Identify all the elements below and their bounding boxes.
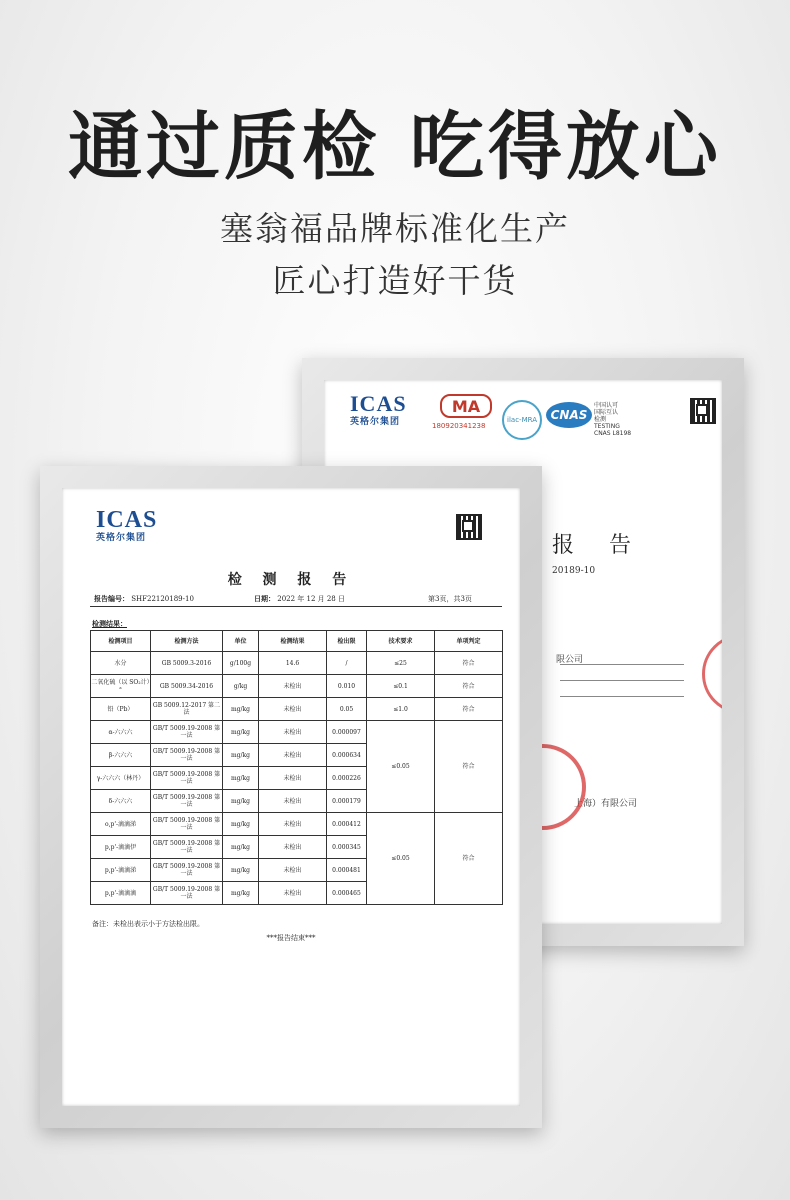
cell-method: GB/T 5009.19-2008 第一法 [151, 836, 223, 859]
icas-logo [96, 507, 158, 543]
cell-result: 未检出 [259, 675, 327, 698]
cell-method: GB/T 5009.19-2008 第一法 [151, 859, 223, 882]
report-date-value: 2022 年 12 月 28 日 [277, 595, 345, 603]
column-header: 单位 [223, 631, 259, 652]
cell-result: 未检出 [259, 813, 327, 836]
cnas-line: 中国认可 [594, 402, 619, 409]
table-header-row [91, 631, 503, 652]
page-info: 第3页，共3页 [428, 595, 472, 603]
report-number-value: SHF22120189-10 [131, 595, 194, 603]
logo-text: ICAS [350, 391, 407, 416]
cma-mark: MA [440, 394, 492, 418]
cell-item: o,p'-滴滴涕 [91, 813, 151, 836]
divider [560, 696, 684, 697]
back-company-1: 限公司 [556, 655, 584, 665]
front-report-frame [40, 466, 542, 1128]
back-report-number: 20189-10 [552, 566, 596, 576]
cell-unit: mg/kg [223, 721, 259, 744]
cell-result: 未检出 [259, 744, 327, 767]
cell-method: GB/T 5009.19-2008 第一法 [151, 721, 223, 744]
cell-unit: mg/kg [223, 790, 259, 813]
divider [560, 664, 684, 665]
cell-unit: mg/kg [223, 744, 259, 767]
cell-method: GB/T 5009.19-2008 第一法 [151, 744, 223, 767]
cell-method: GB/T 5009.19-2008 第一法 [151, 882, 223, 905]
cell-unit: mg/kg [223, 859, 259, 882]
cell-limit: 0.000412 [327, 813, 367, 836]
report-number-label: 报告编号： [94, 594, 129, 603]
cell-unit: mg/kg [223, 882, 259, 905]
cell-limit: 0.000481 [327, 859, 367, 882]
divider [560, 680, 684, 681]
cnas-line: 检测 [594, 416, 607, 423]
cell-limit: 0.05 [327, 698, 367, 721]
cell-limit: 0.000345 [327, 836, 367, 859]
cell-requirement: ≤0.1 [367, 675, 435, 698]
cell-result: 未检出 [259, 859, 327, 882]
cell-method: GB 5009.12-2017 第二法 [151, 698, 223, 721]
cell-result: 未检出 [259, 721, 327, 744]
cell-requirement: ≤1.0 [367, 698, 435, 721]
table-note: 备注：未检出表示小于方法检出限。 [92, 920, 204, 928]
column-header: 检出限 [327, 631, 367, 652]
column-header: 单项判定 [435, 631, 503, 652]
results-label: 检测结果： [92, 619, 127, 628]
cma-number: 180920341238 [432, 422, 486, 430]
cell-unit: mg/kg [223, 836, 259, 859]
ilac-mra-icon: ilac-MRA [502, 400, 542, 440]
qr-code-icon [690, 398, 716, 424]
cell-method: GB/T 5009.19-2008 第一法 [151, 813, 223, 836]
column-header: 技术要求 [367, 631, 435, 652]
cell-limit: / [327, 652, 367, 675]
report-title: 检 测 报 告 [227, 572, 355, 588]
cell-item: γ-六六六（林丹） [91, 767, 151, 790]
cell-unit: mg/kg [223, 698, 259, 721]
cell-unit: g/100g [223, 652, 259, 675]
report-date-field [254, 594, 345, 604]
cell-item: β-六六六 [91, 744, 151, 767]
cnas-text [594, 402, 631, 437]
cell-unit: g/kg [223, 675, 259, 698]
cell-item: p,p'-滴滴伊 [91, 836, 151, 859]
cnas-line: CNAS L8198 [594, 430, 632, 437]
table-row [91, 652, 503, 675]
cell-item: 铅（Pb） [91, 698, 151, 721]
qr-code-icon [456, 514, 482, 540]
cell-method: GB/T 5009.19-2008 第一法 [151, 767, 223, 790]
cell-unit: mg/kg [223, 813, 259, 836]
logo-subtext: 英格尔集团 [96, 532, 147, 542]
cell-verdict: 符合 [435, 652, 503, 675]
front-report-paper [62, 488, 520, 1106]
cell-requirement: ≤0.05 [367, 721, 435, 813]
logo-subtext: 英格尔集团 [350, 416, 401, 426]
cell-limit: 0.000465 [327, 882, 367, 905]
cell-limit: 0.000226 [327, 767, 367, 790]
cell-item: 水分 [91, 652, 151, 675]
logo-text: ICAS [96, 507, 158, 533]
cell-item: α-六六六 [91, 721, 151, 744]
report-end-marker: ***报告结束*** [266, 934, 316, 942]
cell-result: 未检出 [259, 767, 327, 790]
column-header: 检测方法 [151, 631, 223, 652]
cell-item: 二氧化硫（以 SO₂计）ᵃ [91, 675, 151, 698]
cell-method: GB 5009.3-2016 [151, 652, 223, 675]
cell-item: p,p'-滴滴滴 [91, 882, 151, 905]
column-header: 检测项目 [91, 631, 151, 652]
back-report-title: 报 告 [552, 533, 645, 558]
cell-limit: 0.000097 [327, 721, 367, 744]
cnas-line: 国际互认 [594, 409, 619, 416]
icas-logo [350, 391, 407, 427]
subtitle-line-2: 匠心打造好干货 [272, 261, 518, 300]
cell-limit: 0.000179 [327, 790, 367, 813]
cell-method: GB/T 5009.19-2008 第一法 [151, 790, 223, 813]
report-date-label: 日期： [254, 594, 275, 603]
cell-item: δ-六六六 [91, 790, 151, 813]
cell-verdict: 符合 [435, 698, 503, 721]
cell-result: 未检出 [259, 836, 327, 859]
cell-result: 未检出 [259, 698, 327, 721]
cell-verdict: 符合 [435, 721, 503, 813]
cell-limit: 0.010 [327, 675, 367, 698]
divider [90, 606, 502, 607]
results-table [90, 630, 503, 905]
cell-limit: 0.000634 [327, 744, 367, 767]
cell-item: p,p'-滴滴涕 [91, 859, 151, 882]
headline: 通过质检 吃得放心 [68, 104, 722, 190]
report-number-field [94, 594, 194, 604]
cell-requirement: ≤25 [367, 652, 435, 675]
table-row [91, 721, 503, 744]
back-company-2: 上海）有限公司 [574, 799, 638, 809]
cnas-logo: CNAS [546, 402, 592, 428]
cell-verdict: 符合 [435, 813, 503, 905]
cell-result: 未检出 [259, 882, 327, 905]
table-row [91, 675, 503, 698]
table-row [91, 698, 503, 721]
cell-unit: mg/kg [223, 767, 259, 790]
cell-result: 未检出 [259, 790, 327, 813]
column-header: 检测结果 [259, 631, 327, 652]
table-row [91, 813, 503, 836]
subtitle-line-1: 塞翁福品牌标准化生产 [220, 209, 570, 248]
cell-result: 14.6 [259, 652, 327, 675]
cell-requirement: ≤0.05 [367, 813, 435, 905]
cell-method: GB 5009.34-2016 [151, 675, 223, 698]
red-seal-stamp [702, 634, 722, 714]
cnas-line: TESTING [594, 423, 620, 430]
cell-verdict: 符合 [435, 675, 503, 698]
